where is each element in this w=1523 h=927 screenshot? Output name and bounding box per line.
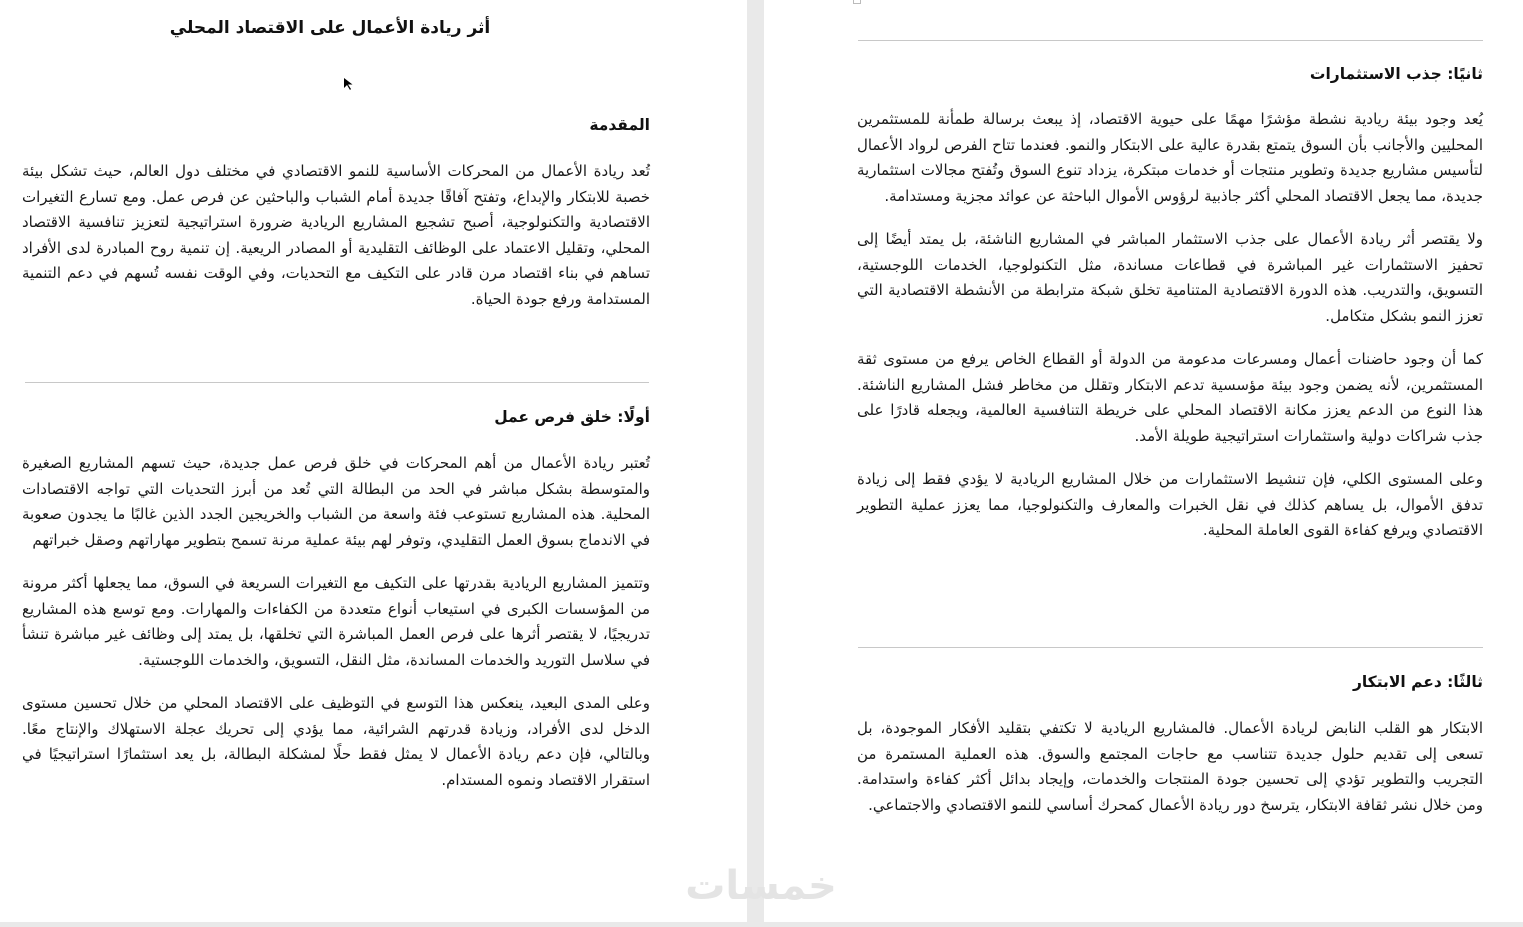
section-divider (858, 647, 1483, 648)
intro-paragraph: تُعد ريادة الأعمال من المحركات الأساسية للنمو الاقتصادي في مختلف دول العالم، حيث تشكل بيئة خصبة للابتكار والإبداع، وتفتح آفاقًا جديدة أمام الشباب والباحثين عن فرص عمل. ومع تسارع التغيرات الاقتصادية والتكنولوجية، أصبح تشجيع المشاريع الريادية ضرورة استراتيجية لتعزيز تنافسية الاقتصاد المحلي، وتقليل الاعتماد على الوظائف التقليدية أو المصادر الريعية. إن تنمية روح المبادرة لدى الأفراد تساهم في بناء اقتصاد مرن قادر على التكيف مع التحديات، وفي الوقت نفسه تُسهم في دعم التنمية المستدامة ورفع جودة الحياة. (22, 162, 650, 308)
watermark-logo: خمسات (685, 863, 837, 909)
section3-body (857, 716, 1483, 818)
section1-paragraph: تُعتبر ريادة الأعمال من أهم المحركات في خلق فرص عمل جديدة، حيث تسهم المشاريع الصغيرة والمتوسطة بشكل مباشر في الحد من البطالة التي تُعد من أبرز التحديات التي تواجه الاقتصادات المحلية. هذه المشاريع تستوعب فئة واسعة من الشباب والخريجين الجدد الذين غالبًا ما يجدون صعوبة في الاندماج بسوق العمل التقليدي، وتوفر لهم بيئة عملية مرنة تسمح بتطوير مهاراتهم وصقل خبراتهم (22, 454, 650, 549)
document-page-left (0, 0, 747, 922)
section1-body (22, 451, 650, 793)
document-page-right (764, 0, 1523, 922)
section-divider (858, 40, 1483, 41)
section2-body (857, 107, 1483, 544)
section2-paragraph: وعلى المستوى الكلي، فإن تنشيط الاستثمارات من خلال المشاريع الريادية لا يؤدي فقط إلى زيادة تدفق الأموال، بل يساهم كذلك في نقل الخبرات والمعارف والتكنولوجيا، مما يعزز عملية التطوير الاقتصادي ويرفع كفاءة القوى العاملة المحلية. (857, 470, 1483, 539)
section2-paragraph: يُعد وجود بيئة ريادية نشطة مؤشرًا مهمًا على حيوية الاقتصاد، إذ يبعث برسالة طمأنة للمستثمرين المحليين والأجانب بأن السوق يتمتع بقدرة عالية على الابتكار والنمو. فعندما تتاح الفرص لرواد الأعمال لتأسيس مشاريع جديدة وتطوير منتجات أو خدمات مبتكرة، يزداد تنوع السوق وتُفتح مجالات استثمارية جديدة، مما يجعل الاقتصاد المحلي أكثر جاذبية لرؤوس الأموال الباحثة عن عوائد مجزية ومستدامة. (857, 110, 1483, 205)
document-title: أثر ريادة الأعمال على الاقتصاد المحلي (169, 18, 491, 38)
section-divider (25, 382, 649, 383)
intro-body (22, 159, 650, 312)
section1-heading: أولًا: خلق فرص عمل (494, 408, 650, 426)
section1-paragraph: وتتميز المشاريع الريادية بقدرتها على التكيف مع التغيرات السريعة في السوق، مما يجعلها أكثر مرونة من المؤسسات الكبرى في استيعاب أنواع متعددة من الكفاءات والمهارات. ومع توسع هذه المشاريع تدريجيًا، لا يقتصر أثرها على فرص العمل المباشرة التي تخلقها، بل يمتد إلى وظائف غير مباشرة تنشأ في سلاسل التوريد والخدمات المساندة، مثل النقل، التسويق، والخدمات اللوجستية. (22, 574, 650, 669)
intro-heading: المقدمة (589, 116, 650, 134)
section1-paragraph: وعلى المدى البعيد، ينعكس هذا التوسع في التوظيف على الاقتصاد المحلي من خلال تحسين مستوى الدخل لدى الأفراد، وزيادة قدرتهم الشرائية، مما يؤدي إلى تحريك عجلة الاستهلاك والإنتاج معًا. وبالتالي، فإن دعم ريادة الأعمال لا يمثل فقط حلًا لمشكلة البطالة، بل يعد استثمارًا استراتيجيًا في استقرار الاقتصاد ونموه المستدام. (22, 694, 650, 789)
section2-paragraph: كما أن وجود حاضنات أعمال ومسرعات مدعومة من الدولة أو القطاع الخاص يرفع من مستوى ثقة المستثمرين، لأنه يضمن وجود بيئة مؤسسية تدعم الابتكار وتقلل من مخاطر فشل المشاريع الناشئة. هذا النوع من الدعم يعزز مكانة الاقتصاد المحلي على خريطة التنافسية العالمية، ويجعله قادرًا على جذب شراكات دولية واستثمارات استراتيجية طويلة الأمد. (857, 350, 1483, 445)
mouse-pointer-icon (344, 78, 353, 90)
section2-heading: ثانيًا: جذب الاستثمارات (1309, 65, 1483, 83)
page-marker (853, 0, 861, 4)
section3-heading: ثالثًا: دعم الابتكار (1352, 673, 1483, 691)
section2-paragraph: ولا يقتصر أثر ريادة الأعمال على جذب الاستثمار المباشر في المشاريع الناشئة، بل يمتد أيضًا إلى تحفيز الاستثمارات غير المباشرة في قطاعات مساندة، مثل التكنولوجيا، الخدمات اللوجستية، التسويق، والتدريب. هذه الدورة الاقتصادية المتنامية تخلق شبكة مترابطة من الأنشطة الاقتصادية التي تعزز النمو بشكل متكامل. (857, 230, 1483, 325)
section3-paragraph: الابتكار هو القلب النابض لريادة الأعمال. فالمشاريع الريادية لا تكتفي بتقليد الأفكار الموجودة، بل تسعى إلى تقديم حلول جديدة تتناسب مع حاجات المجتمع والسوق. هذه العملية المستمرة من التجريب والتطوير تؤدي إلى تحسين جودة المنتجات والخدمات، وإيجاد بدائل أكثر كفاءة واستدامة. ومن خلال نشر ثقافة الابتكار، يترسخ دور ريادة الأعمال كمحرك أساسي للنمو الاقتصادي والاجتماعي. (857, 719, 1483, 814)
